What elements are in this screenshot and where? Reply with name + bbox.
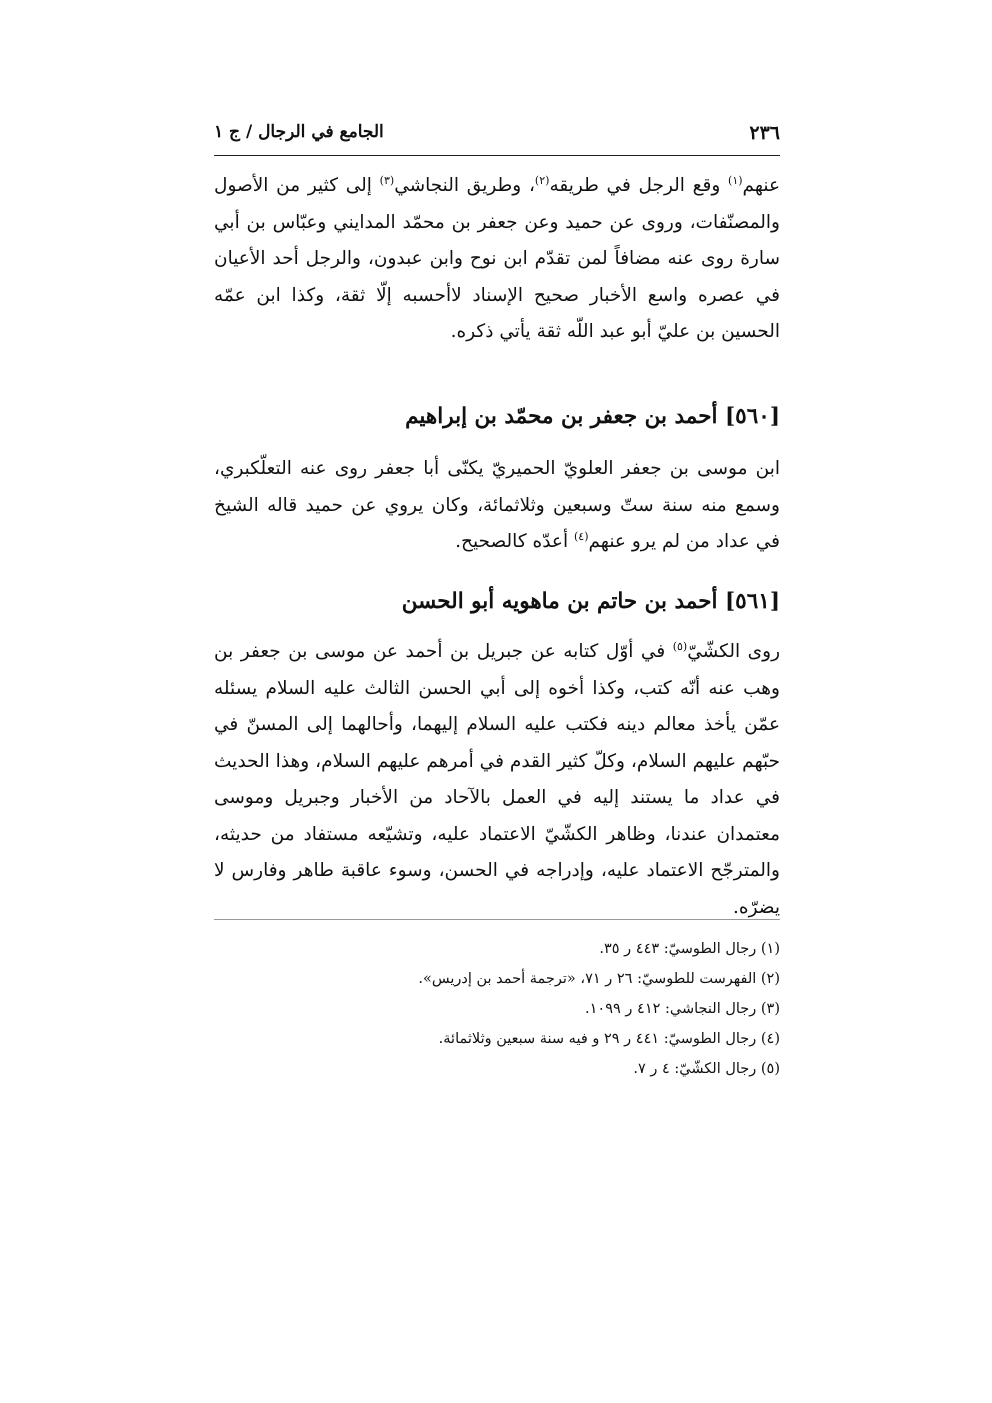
entry-paragraph-561 (214, 634, 780, 926)
running-header (214, 122, 780, 152)
footnote-3: (٣) رجال النجاشي: ٤١٢ ر ١٠٩٩. (585, 1001, 780, 1017)
text-run: ، وطريق النجاشي (394, 175, 535, 196)
text-run: في أوّل كتابه عن جبريل بن أحمد عن موسى بن جعفر بن وهب عنه أنّه كتب، وكذا أخوه إلى أبي الحسن الثالث عليه السلام يسئله عمّن يأخذ معالم دينه فكتب عليه السلام إليهما، وأحالهما إلى المسنّ في حبّهم عليهم السلام، وكلّ كثير القدم في أمرهم عليهم السلام، وهذا الحديث في عداد ما يستند إليه في العمل بالآحاد من الأخبار وجبريل وموسى معتمدان عندنا، وظاهر الكشّيّ الاعتماد عليه، وتشيّعه مستفاد من حديثه، والمترجّح الاعتماد عليه، وإدراجه في الحسن، وسوء عاقبة طاهر وفارس لا يضرّه. (214, 641, 780, 918)
footnote-1: (١) رجال الطوسيّ: ٤٤٣ ر ٣٥. (599, 941, 780, 957)
footnote-4: (٤) رجال الطوسيّ: ٤٤١ ر ٢٩ و فيه سنة سبعين وثلاثمائة. (438, 1031, 780, 1047)
book-page (214, 0, 780, 1403)
text-run: إلى كثير من الأصول والمصنّفات، وروى عن حميد وعن جعفر بن محمّد المدايني وعبّاس بن أبي سارة روى عنه مضافاً لمن تقدّم ابن نوح وابن عبدون، والرجل أحد الأعيان في عصره واسع الأخبار صحيح الإسناد لاأحسبه إلّا ثقة، وكذا ابن عمّه الحسين بن عليّ أبو عبد اللّه ثقة يأتي ذكره. (214, 175, 780, 342)
text-run: وقع الرجل في طريقه (549, 175, 729, 196)
footnote-list (214, 934, 780, 1084)
footnote-ref-1[interactable]: (١) (728, 173, 743, 187)
text-run: عنهم (742, 175, 780, 196)
text-run: روى الكشّيّ (687, 641, 780, 662)
footnote-5: (٥) رجال الكشّيّ: ٤ ر ٧. (633, 1061, 780, 1077)
footnote-2: (٢) الفهرست للطوسيّ: ٢٦ ر ٧١، «ترجمة أحمد بن إدريس». (418, 971, 780, 987)
footnote-ref-3[interactable]: (٣) (379, 173, 395, 187)
book-title: الجامع في الرجال / ج ١ (214, 122, 384, 142)
footnote-separator (214, 919, 780, 920)
intro-paragraph (214, 168, 780, 351)
text-run: ابن موسى بن جعفر العلويّ الحميريّ يكنّى أبا جعفر روى عنه التعلّكبري، وسمع منه سنة ستّ وسبعين وثلاثمائة، وكان يروي عن حميد قاله الشيخ في عداد من لم يرو عنهم (214, 458, 780, 552)
footnote-ref-2[interactable]: (٢) (534, 173, 550, 187)
entry-paragraph-560 (214, 451, 780, 561)
text-run: أعدّه كالصحيح. (455, 531, 574, 552)
header-rule (214, 155, 780, 156)
entry-heading-560: [٥٦٠] أحمد بن جعفر بن محمّد بن إبراهيم (405, 404, 780, 429)
footnote-ref-4[interactable]: (٤) (573, 529, 589, 543)
entry-heading-561: [٥٦١] أحمد بن حاتم بن ماهويه أبو الحسن (401, 589, 780, 614)
footnote-ref-5[interactable]: (٥) (672, 639, 688, 653)
page-number: ٢٣٦ (749, 122, 780, 144)
